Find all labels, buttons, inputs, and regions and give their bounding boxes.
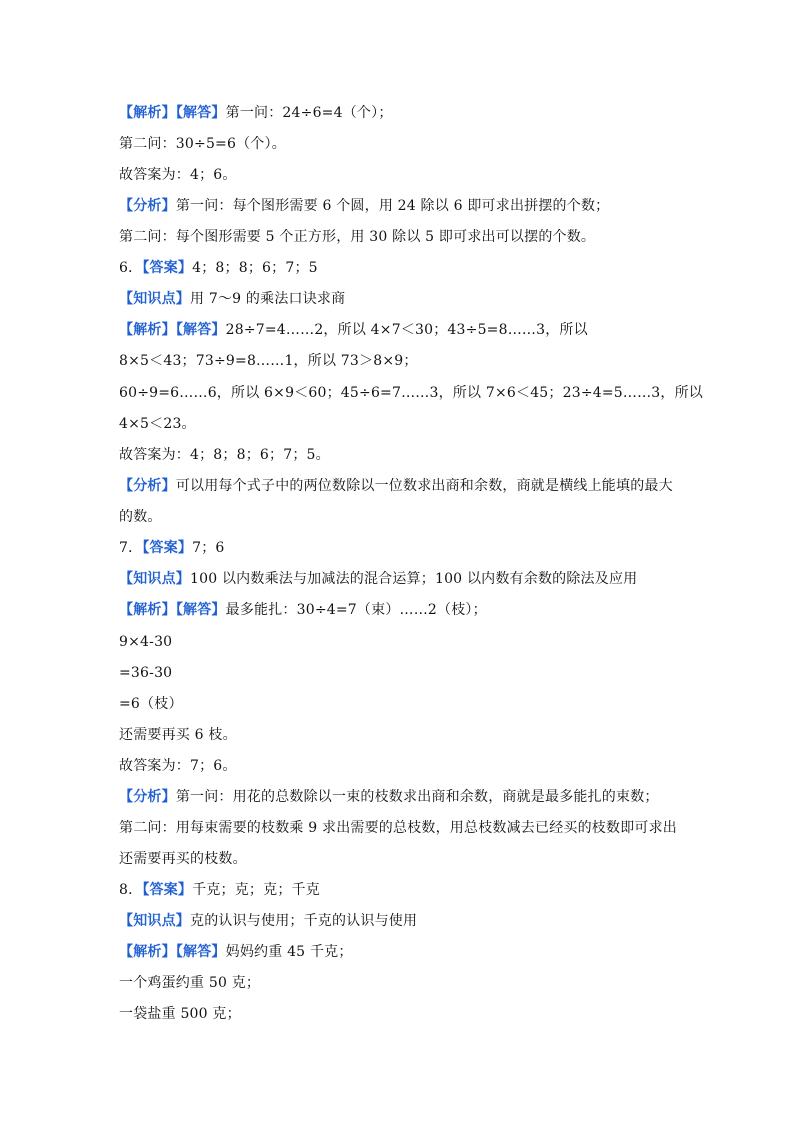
- text-segment: 第二问：30÷5=6（个）。: [119, 136, 286, 152]
- text-line: [119, 227, 595, 247]
- text-line: [119, 725, 237, 745]
- text-segment: 28÷7=4……2，所以 4×7＜30；43÷5=8……3，所以: [225, 322, 588, 338]
- text-segment: 6．: [119, 260, 143, 276]
- section-tag: 【解答】: [175, 105, 226, 121]
- text-line: [119, 414, 196, 434]
- text-segment: 一个鸡蛋约重 50 克；: [119, 975, 261, 991]
- section-tag: 【分析】: [119, 198, 176, 214]
- text-line: [119, 880, 320, 900]
- text-line: [119, 818, 677, 838]
- text-segment: 用 7～9 的乘法口诀求商: [190, 291, 346, 307]
- text-segment: =36-30: [119, 665, 173, 681]
- section-tag: 【解答】: [175, 322, 226, 338]
- text-segment: 第二问：每个图形需要 5 个正方形，用 30 除以 5 即可求出可以摆的个数。: [119, 229, 596, 245]
- text-line: [119, 569, 637, 589]
- text-segment: 千克；克；克；千克: [192, 882, 320, 898]
- text-segment: 故答案为：4；8；8；6；7；5。: [119, 447, 330, 463]
- text-segment: 可以用每个式子中的两位数除以一位数求出商和余数，商就是横线上能填的最大: [175, 478, 673, 494]
- text-line: [119, 663, 172, 683]
- section-tag: 【分析】: [119, 478, 176, 494]
- text-line: [119, 600, 487, 620]
- text-segment: 第一问：每个图形需要 6 个圆，用 24 除以 6 即可求出拼摆的个数；: [175, 198, 610, 214]
- section-tag: 【知识点】: [119, 571, 190, 587]
- section-tag: 【知识点】: [119, 291, 190, 307]
- text-line: [119, 694, 183, 714]
- text-line: [119, 103, 393, 123]
- section-tag: 【答案】: [142, 882, 193, 898]
- text-line: [119, 351, 418, 371]
- text-segment: 故答案为：4；6。: [119, 167, 237, 183]
- text-segment: 妈妈约重 45 千克；: [225, 944, 353, 960]
- text-line: [119, 258, 318, 278]
- text-line: [119, 383, 703, 403]
- text-line: [119, 787, 659, 807]
- text-segment: 8×5＜43；73÷9=8……1，所以 73＞8×9；: [119, 353, 418, 369]
- text-line: [119, 507, 162, 527]
- text-segment: 9×4-30: [119, 634, 173, 650]
- text-segment: 60÷9=6……6，所以 6×9＜60；45÷6=7……3，所以 7×6＜45；23÷4=5……3，所以: [119, 385, 704, 401]
- text-segment: 7；6: [192, 540, 225, 556]
- text-segment: 8．: [119, 882, 143, 898]
- text-segment: 的数。: [119, 509, 162, 525]
- text-line: [119, 1004, 241, 1024]
- section-tag: 【知识点】: [119, 913, 190, 929]
- text-line: [119, 942, 353, 962]
- section-tag: 【解析】: [119, 322, 176, 338]
- section-tag: 【解析】: [119, 105, 176, 121]
- text-line: [119, 849, 247, 869]
- text-line: [119, 134, 286, 154]
- section-tag: 【解析】: [119, 944, 176, 960]
- section-tag: 【分析】: [119, 789, 176, 805]
- text-segment: 克的认识与使用；千克的认识与使用: [190, 913, 418, 929]
- text-segment: 第二问：用每束需要的枝数乘 9 求出需要的总枝数，用总枝数减去已经买的枝数即可求出: [119, 820, 678, 836]
- section-tag: 【解析】: [119, 602, 176, 618]
- text-segment: 第一问：用花的总数除以一束的枝数求出商和余数，商就是最多能扎的束数；: [175, 789, 659, 805]
- text-line: [119, 165, 237, 185]
- text-segment: 故答案为：7；6。: [119, 758, 237, 774]
- text-line: [119, 911, 417, 931]
- text-line: [119, 756, 237, 776]
- section-tag: 【答案】: [142, 540, 193, 556]
- section-tag: 【解答】: [175, 944, 226, 960]
- text-segment: 第一问：24÷6=4（个）；: [225, 105, 393, 121]
- text-line: [119, 476, 673, 496]
- text-segment: =6（枝）: [119, 696, 183, 712]
- text-segment: 还需要再买 6 枝。: [119, 727, 237, 743]
- text-line: [119, 196, 609, 216]
- section-tag: 【解答】: [175, 602, 226, 618]
- text-line: [119, 632, 172, 652]
- text-line: [119, 289, 345, 309]
- text-line: [119, 973, 260, 993]
- text-segment: 还需要再买的枝数。: [119, 851, 247, 867]
- section-tag: 【答案】: [142, 260, 193, 276]
- text-line: [119, 320, 588, 340]
- text-segment: 4×5＜23。: [119, 416, 196, 432]
- text-segment: 7．: [119, 540, 143, 556]
- text-line: [119, 538, 225, 558]
- text-line: [119, 445, 330, 465]
- text-segment: 最多能扎：30÷4=7（束）……2（枝）；: [225, 602, 487, 618]
- text-segment: 4；8；8；6；7；5: [192, 260, 318, 276]
- text-segment: 100 以内数乘法与加减法的混合运算；100 以内数有余数的除法及应用: [190, 571, 638, 587]
- text-segment: 一袋盐重 500 克；: [119, 1006, 241, 1022]
